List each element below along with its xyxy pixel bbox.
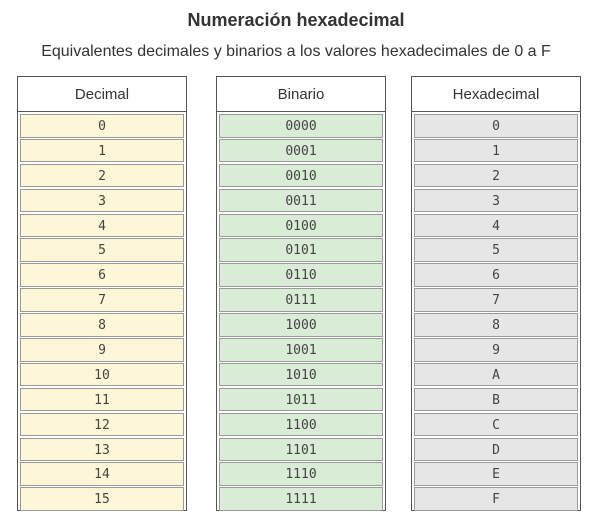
hexadecimal-cell: 1 <box>414 139 578 163</box>
hexadecimal-cell: A <box>414 363 578 387</box>
page-subtitle: Equivalentes decimales y binarios a los valores hexadecimales de 0 a F <box>41 43 551 60</box>
hexadecimal-cell: C <box>414 413 578 437</box>
binario-cell: 0101 <box>219 238 383 262</box>
hexadecimal-cell: B <box>414 388 578 412</box>
hexadecimal-cell: D <box>414 438 578 462</box>
binario-cell: 1001 <box>219 338 383 362</box>
binario-cell: 0000 <box>219 114 383 138</box>
decimal-cell: 5 <box>20 238 184 262</box>
binario-column <box>216 76 386 511</box>
decimal-column <box>17 76 187 511</box>
hexadecimal-column-header: Hexadecimal <box>412 77 580 112</box>
hexadecimal-column <box>411 76 581 511</box>
binario-cell: 1100 <box>219 413 383 437</box>
binario-cell: 1111 <box>219 487 383 511</box>
hexadecimal-cell: 2 <box>414 164 578 188</box>
binario-cell: 0100 <box>219 214 383 238</box>
decimal-cell: 4 <box>20 214 184 238</box>
binario-cell: 1011 <box>219 388 383 412</box>
binario-cell: 1000 <box>219 313 383 337</box>
hexadecimal-cell: E <box>414 462 578 486</box>
binario-column-body <box>217 112 385 511</box>
binario-cell: 0010 <box>219 164 383 188</box>
decimal-cell: 9 <box>20 338 184 362</box>
binario-cell: 1010 <box>219 363 383 387</box>
decimal-cell: 3 <box>20 189 184 213</box>
hexadecimal-cell: 8 <box>414 313 578 337</box>
decimal-cell: 1 <box>20 139 184 163</box>
decimal-cell: 6 <box>20 263 184 287</box>
hexadecimal-cell: 4 <box>414 214 578 238</box>
decimal-cell: 0 <box>20 114 184 138</box>
binario-cell: 1110 <box>219 462 383 486</box>
hexadecimal-cell: 6 <box>414 263 578 287</box>
binario-cell: 0111 <box>219 288 383 312</box>
hexadecimal-cell: 9 <box>414 338 578 362</box>
decimal-cell: 7 <box>20 288 184 312</box>
hexadecimal-cell: 3 <box>414 189 578 213</box>
binario-column-header: Binario <box>217 77 385 112</box>
hexadecimal-cell: 0 <box>414 114 578 138</box>
hexadecimal-cell: 7 <box>414 288 578 312</box>
binario-cell: 0001 <box>219 139 383 163</box>
decimal-cell: 8 <box>20 313 184 337</box>
decimal-cell: 14 <box>20 462 184 486</box>
decimal-cell: 12 <box>20 413 184 437</box>
binario-cell: 0011 <box>219 189 383 213</box>
hexadecimal-cell: F <box>414 487 578 511</box>
decimal-cell: 13 <box>20 438 184 462</box>
decimal-cell: 2 <box>20 164 184 188</box>
binario-cell: 0110 <box>219 263 383 287</box>
hexadecimal-column-body <box>412 112 580 511</box>
decimal-cell: 11 <box>20 388 184 412</box>
binario-cell: 1101 <box>219 438 383 462</box>
decimal-column-header: Decimal <box>18 77 186 112</box>
decimal-cell: 10 <box>20 363 184 387</box>
hexadecimal-cell: 5 <box>414 238 578 262</box>
decimal-column-body <box>18 112 186 511</box>
page-title: Numeración hexadecimal <box>187 10 405 30</box>
decimal-cell: 15 <box>20 487 184 511</box>
